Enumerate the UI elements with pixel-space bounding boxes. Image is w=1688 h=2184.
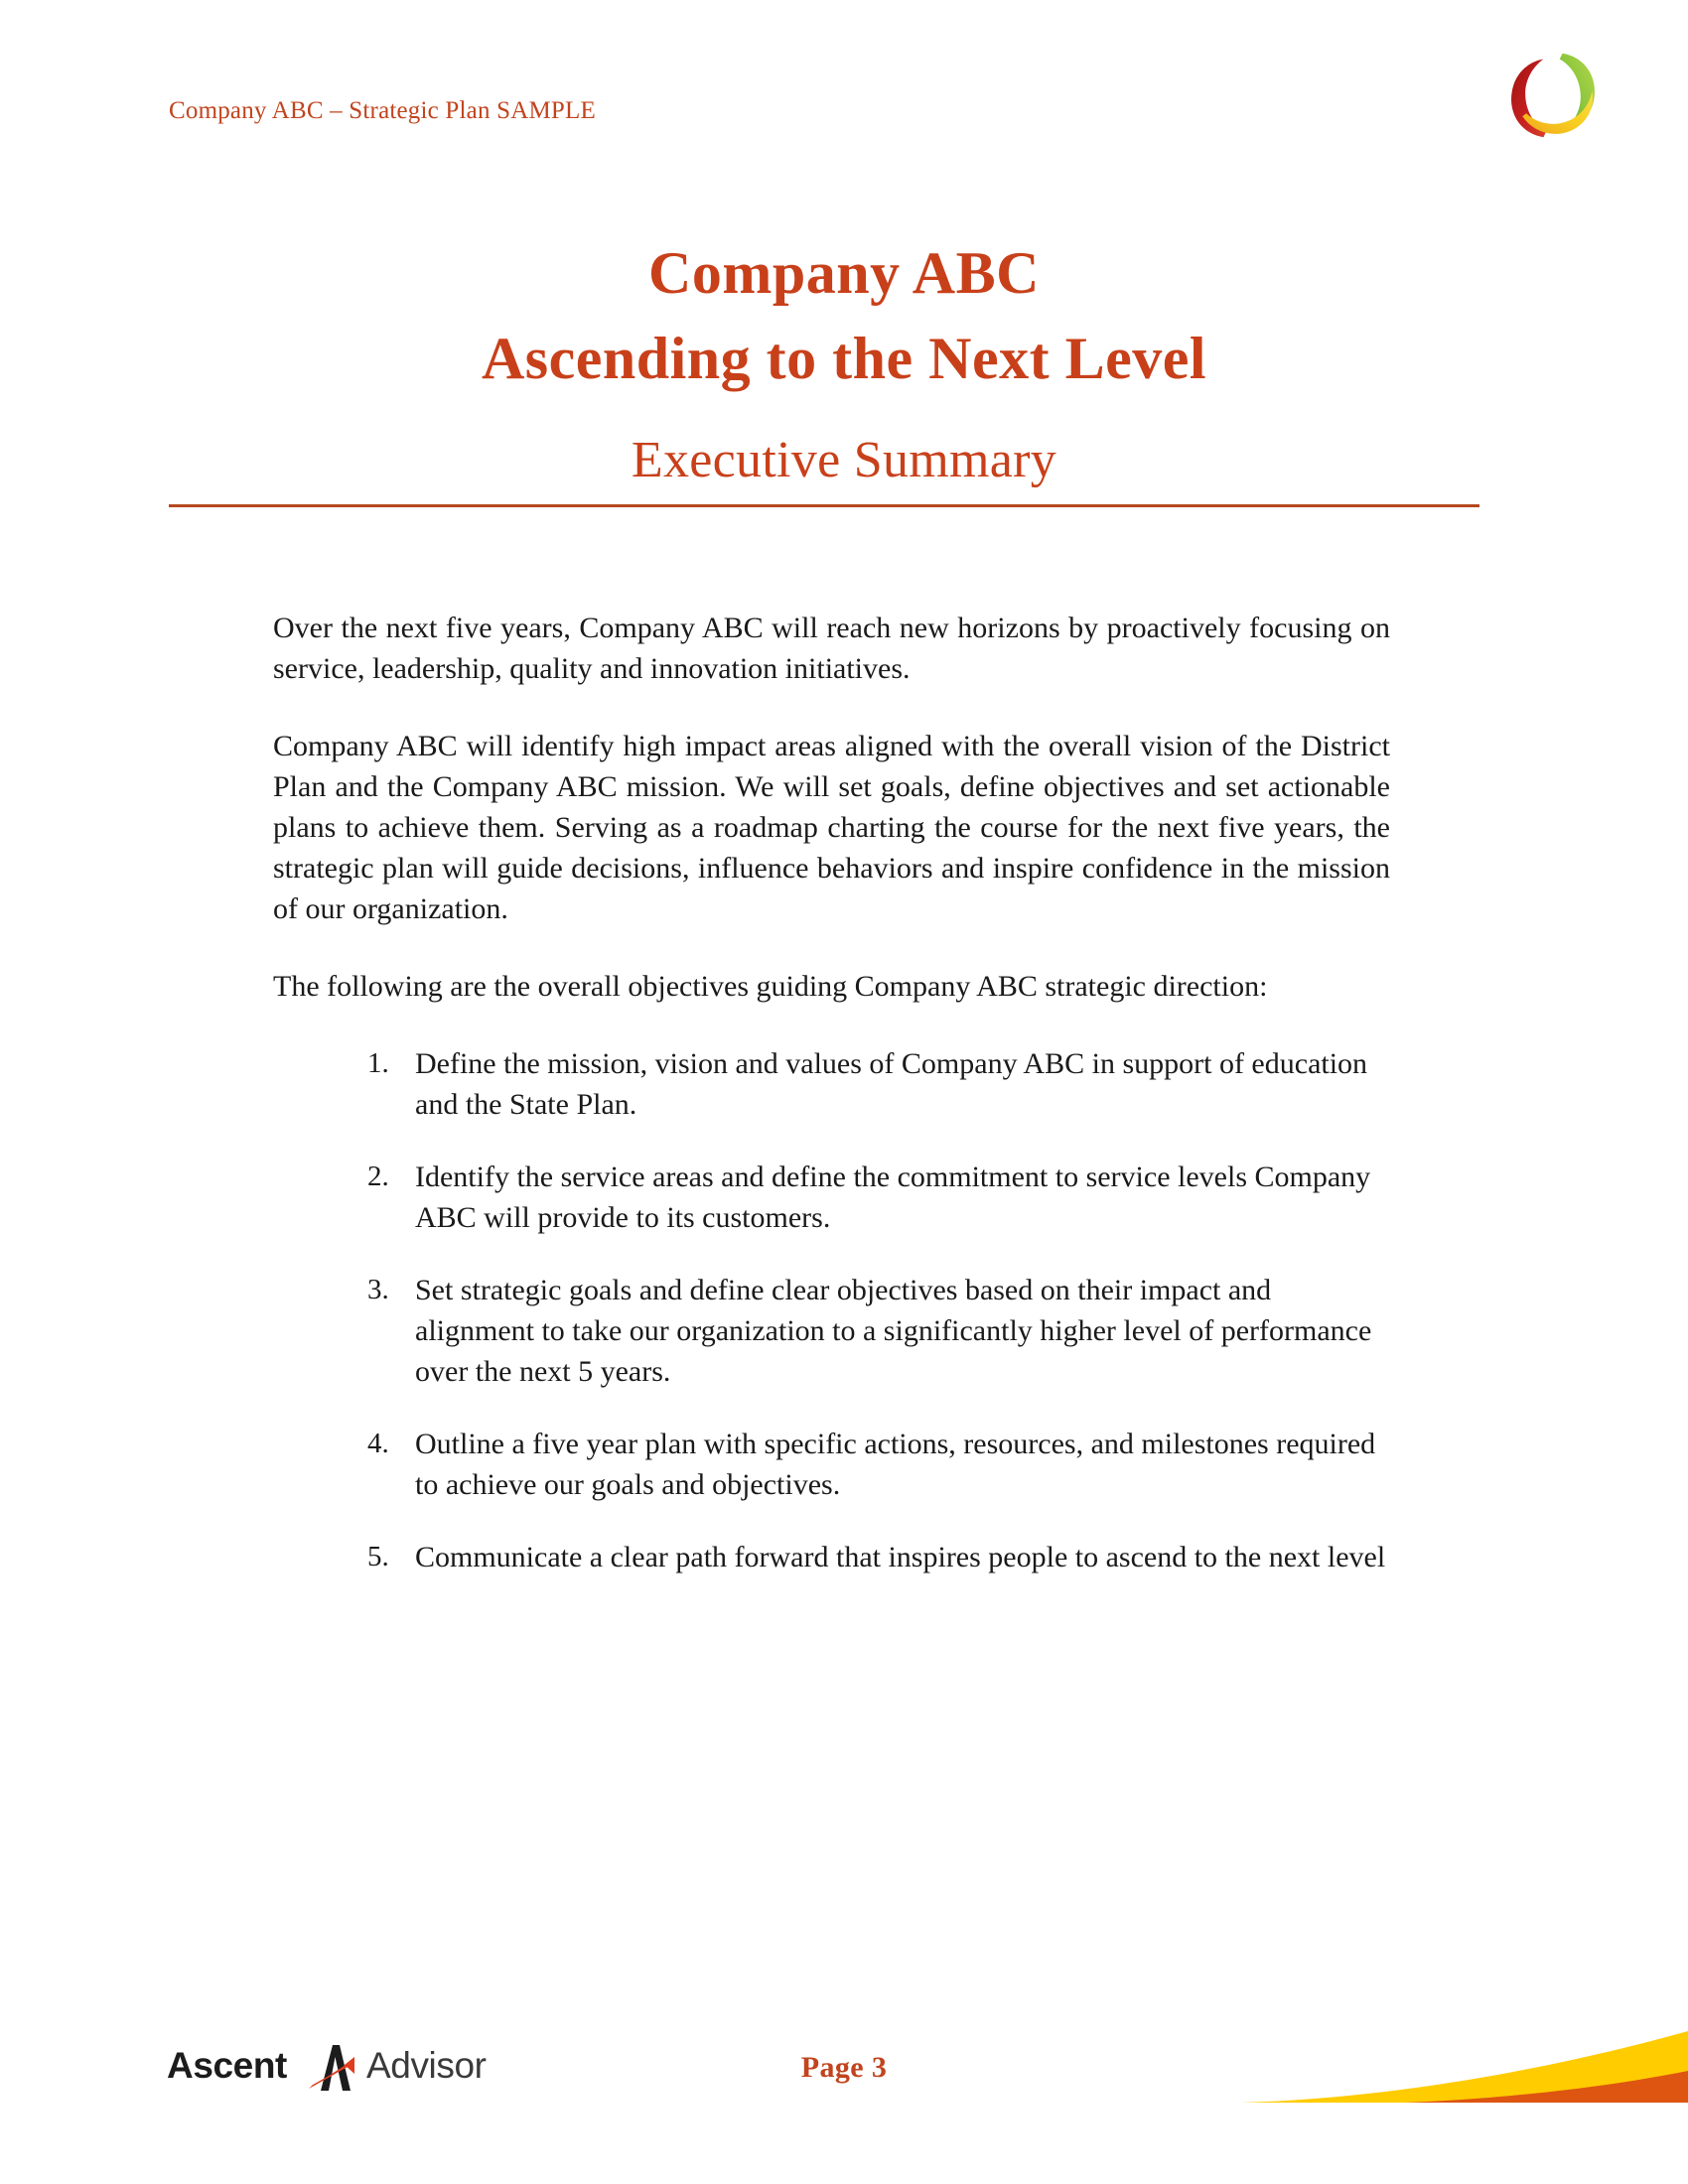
list-item bbox=[367, 1157, 1390, 1238]
list-item-number: 2. bbox=[367, 1160, 389, 1192]
list-item-text: Define the mission, vision and values of Company ABC in support of education and the State Plan. bbox=[415, 1047, 1368, 1121]
list-item-number: 4. bbox=[367, 1428, 389, 1459]
footer-brand-ascent: Ascent bbox=[167, 2045, 287, 2086]
list-item bbox=[367, 1537, 1390, 1577]
body-paragraph-3: The following are the overall objectives guiding Company ABC strategic direction: bbox=[273, 970, 1268, 1003]
body-paragraph-2: Company ABC will identify high impact areas aligned with the overall vision of the District Plan and the Company ABC mission. We will set goals, define objectives and set actionable plans to achieve them. Serving as a roadmap charting the course for the next five years, the strategic plan will guide decisions, influence behaviors and inspire confidence in the mission of our organization. bbox=[273, 730, 1390, 925]
swirl-logo-icon bbox=[1505, 48, 1601, 143]
list-item-number: 1. bbox=[367, 1047, 389, 1079]
title-divider-rule bbox=[169, 504, 1479, 507]
page-subtitle: Executive Summary bbox=[631, 432, 1057, 488]
running-header-title: Company ABC – Strategic Plan SAMPLE bbox=[169, 97, 596, 124]
body-paragraph-1: Over the next five years, Company ABC will reach new horizons by proactively focusing on service, leadership, quality and innovation initiatives. bbox=[273, 612, 1390, 685]
page-title-line-1: Company ABC bbox=[648, 240, 1040, 306]
list-item-text: Communicate a clear path forward that inspires people to ascend to the next level bbox=[415, 1541, 1386, 1573]
objectives-list bbox=[273, 1043, 1390, 1577]
title-block bbox=[0, 230, 1688, 498]
list-item-text: Outline a five year plan with specific actions, resources, and milestones required to achieve our goals and objectives. bbox=[415, 1428, 1376, 1501]
page-title-line-2: Ascending to the Next Level bbox=[481, 326, 1207, 391]
list-item-number: 5. bbox=[367, 1541, 389, 1572]
list-item-number: 3. bbox=[367, 1274, 389, 1305]
document-footer bbox=[0, 1956, 1688, 2184]
list-item-text: Set strategic goals and define clear objectives based on their impact and alignment to take our organization to a significantly higher level of performance over the next 5 years. bbox=[415, 1274, 1372, 1388]
list-item bbox=[367, 1043, 1390, 1125]
list-item bbox=[367, 1270, 1390, 1392]
document-header bbox=[169, 97, 1589, 137]
document-body bbox=[273, 608, 1390, 1609]
footer-brand-advisor: Advisor bbox=[365, 2045, 487, 2086]
swoosh-decoration-icon bbox=[1241, 2007, 1688, 2126]
list-item-text: Identify the service areas and define the commitment to service levels Company ABC will provide to its customers. bbox=[415, 1160, 1371, 1234]
list-item bbox=[367, 1424, 1390, 1505]
page-number: Page 3 bbox=[800, 2051, 888, 2084]
